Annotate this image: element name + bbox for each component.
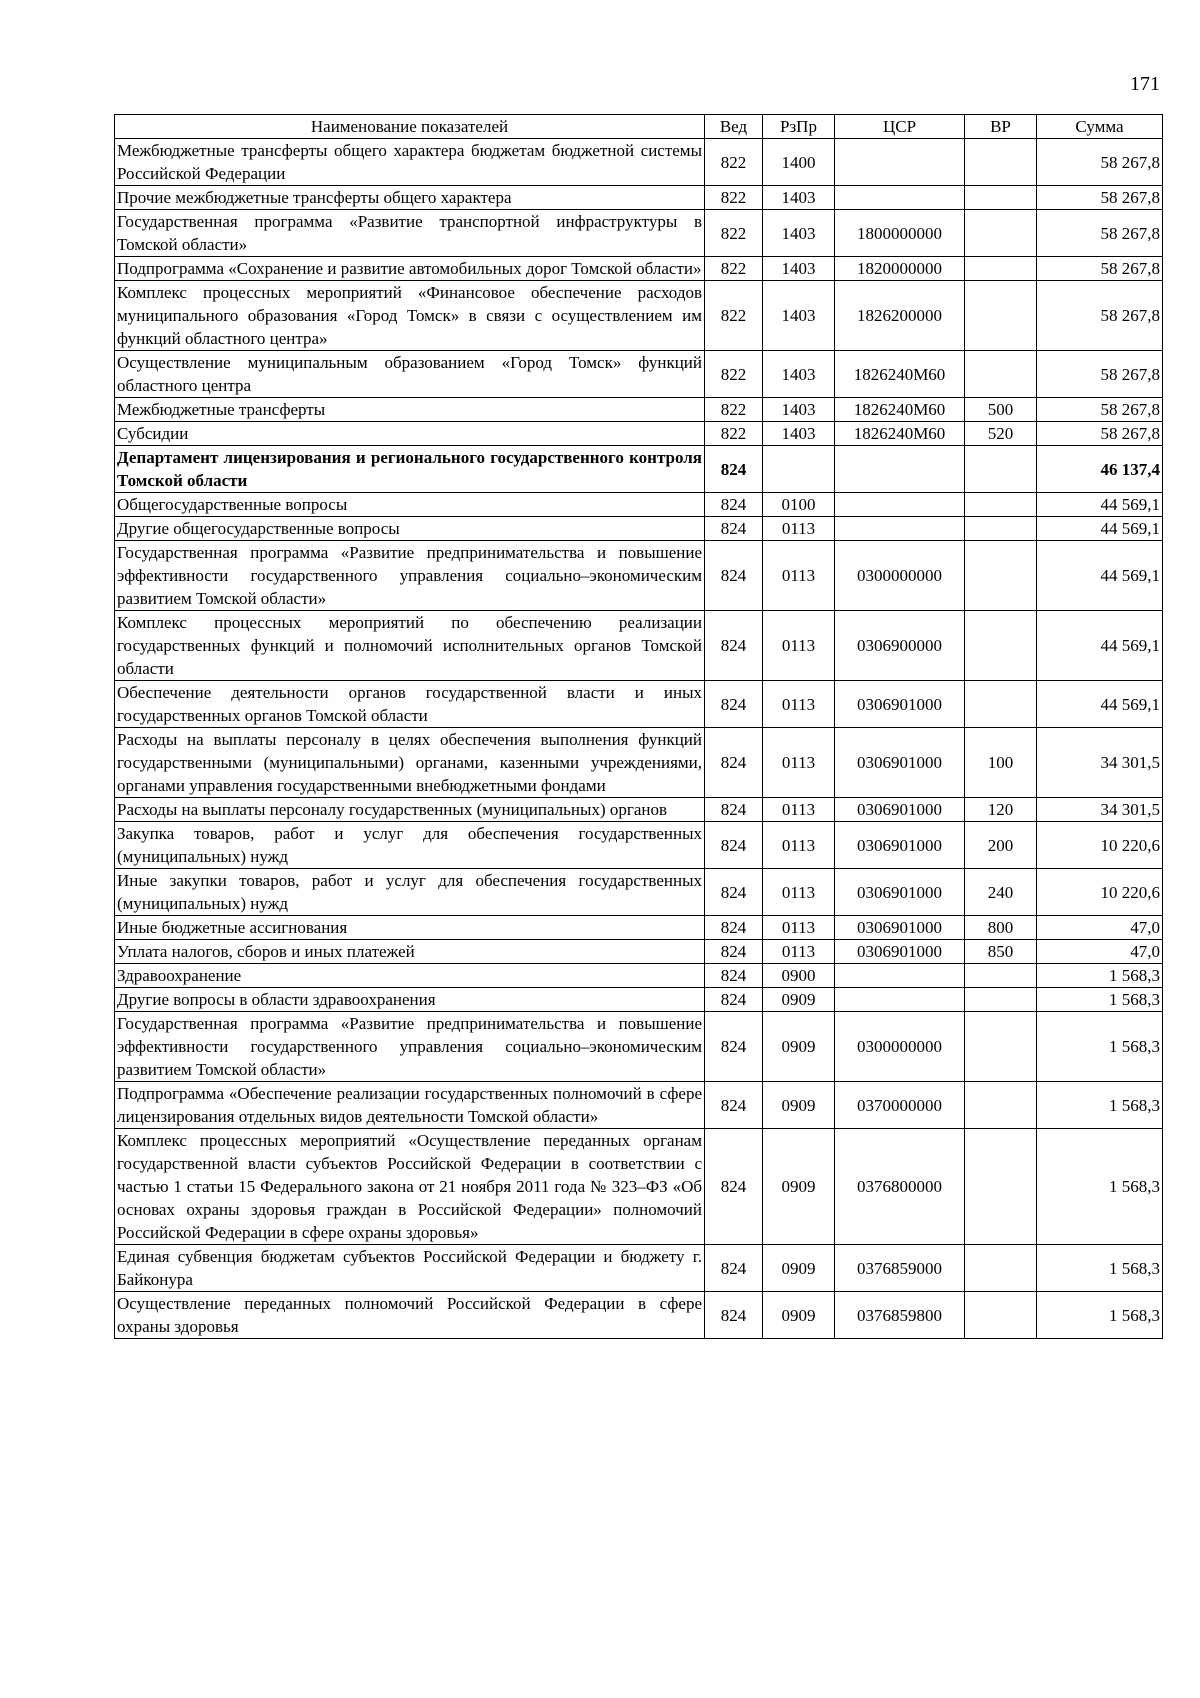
row-sum: 44 569,1: [1037, 611, 1163, 681]
row-name: Расходы на выплаты персоналу в целях обеспечения выполнения функций государственными (муниципальными) органами, казенными учреждениями, органами управления государственными внебюджетными фондами: [115, 728, 705, 798]
row-vr: [965, 186, 1037, 210]
table-row: [115, 1292, 1163, 1339]
row-ved: 824: [705, 493, 763, 517]
row-ved: 824: [705, 541, 763, 611]
table-row: [115, 398, 1163, 422]
row-rzpr: 1403: [763, 210, 835, 257]
row-name: Комплекс процессных мероприятий «Финансовое обеспечение расходов муниципального образования «Город Томск» в связи с осуществлением им функций областного центра»: [115, 281, 705, 351]
row-sum: 46 137,4: [1037, 446, 1163, 493]
row-vr: [965, 988, 1037, 1012]
row-ved: 824: [705, 869, 763, 916]
row-sum: 1 568,3: [1037, 988, 1163, 1012]
row-sum: 44 569,1: [1037, 681, 1163, 728]
row-csr: 1826240M60: [835, 398, 965, 422]
row-ved: 824: [705, 964, 763, 988]
table-row: [115, 517, 1163, 541]
row-rzpr: 0113: [763, 822, 835, 869]
row-sum: 1 568,3: [1037, 1292, 1163, 1339]
row-csr: 0376800000: [835, 1129, 965, 1245]
row-csr: 0306901000: [835, 728, 965, 798]
row-name: Комплекс процессных мероприятий по обеспечению реализации государственных функций и полномочий исполнительных органов Томской области: [115, 611, 705, 681]
row-sum: 1 568,3: [1037, 1245, 1163, 1292]
row-ved: 824: [705, 517, 763, 541]
row-rzpr: 1403: [763, 351, 835, 398]
row-sum: 58 267,8: [1037, 210, 1163, 257]
row-vr: [965, 1082, 1037, 1129]
row-ved: 822: [705, 281, 763, 351]
row-csr: 0306901000: [835, 916, 965, 940]
row-name: Расходы на выплаты персоналу государственных (муниципальных) органов: [115, 798, 705, 822]
row-vr: 500: [965, 398, 1037, 422]
row-rzpr: 0909: [763, 1129, 835, 1245]
row-csr: 0376859000: [835, 1245, 965, 1292]
table-row: [115, 940, 1163, 964]
row-csr: 0306900000: [835, 611, 965, 681]
row-name: Комплекс процессных мероприятий «Осуществление переданных органам государственной власти субъектов Российской Федерации в соответствии с частью 1 статьи 15 Федерального закона от 21 ноября 2011 года № 323–ФЗ «Об основах охраны здоровья граждан в Российской Федерации» полномочий Российской Федерации в сфере охраны здоровья»: [115, 1129, 705, 1245]
row-csr: 0376859800: [835, 1292, 965, 1339]
table-row: [115, 611, 1163, 681]
table-row: [115, 1245, 1163, 1292]
row-name: Прочие межбюджетные трансферты общего характера: [115, 186, 705, 210]
header-name: Наименование показателей: [115, 115, 705, 139]
table-row: [115, 798, 1163, 822]
table-row: [115, 281, 1163, 351]
header-csr: ЦСР: [835, 115, 965, 139]
row-ved: 824: [705, 822, 763, 869]
row-rzpr: 1403: [763, 398, 835, 422]
table-row: [115, 257, 1163, 281]
row-vr: [965, 1245, 1037, 1292]
row-sum: 34 301,5: [1037, 728, 1163, 798]
row-csr: [835, 517, 965, 541]
row-rzpr: 1403: [763, 281, 835, 351]
row-ved: 824: [705, 798, 763, 822]
row-vr: [965, 139, 1037, 186]
row-sum: 58 267,8: [1037, 257, 1163, 281]
row-csr: 0306901000: [835, 869, 965, 916]
row-name: Иные закупки товаров, работ и услуг для обеспечения государственных (муниципальных) нужд: [115, 869, 705, 916]
row-name: Обеспечение деятельности органов государственной власти и иных государственных органов Томской области: [115, 681, 705, 728]
table-row-department: [115, 446, 1163, 493]
row-vr: 120: [965, 798, 1037, 822]
row-rzpr: 0113: [763, 869, 835, 916]
row-name: Осуществление муниципальным образованием «Город Томск» функций областного центра: [115, 351, 705, 398]
row-vr: [965, 351, 1037, 398]
row-rzpr: 0909: [763, 1245, 835, 1292]
row-rzpr: 0113: [763, 940, 835, 964]
row-rzpr: 0113: [763, 541, 835, 611]
row-name: Межбюджетные трансферты общего характера бюджетам бюджетной системы Российской Федерации: [115, 139, 705, 186]
row-vr: [965, 281, 1037, 351]
table-row: [115, 422, 1163, 446]
row-vr: [965, 210, 1037, 257]
table-row: [115, 1012, 1163, 1082]
table-row: [115, 493, 1163, 517]
row-name: Общегосударственные вопросы: [115, 493, 705, 517]
header-vr: ВР: [965, 115, 1037, 139]
row-vr: [965, 681, 1037, 728]
table-header-row: [115, 115, 1163, 139]
row-sum: 47,0: [1037, 916, 1163, 940]
row-ved: 822: [705, 210, 763, 257]
row-ved: 824: [705, 1129, 763, 1245]
page-number: 171: [1130, 73, 1160, 95]
row-sum: 58 267,8: [1037, 422, 1163, 446]
row-name: Подпрограмма «Сохранение и развитие автомобильных дорог Томской области»: [115, 257, 705, 281]
row-rzpr: 0113: [763, 798, 835, 822]
row-csr: 1820000000: [835, 257, 965, 281]
row-csr: 0306901000: [835, 681, 965, 728]
table-row: [115, 822, 1163, 869]
row-vr: 800: [965, 916, 1037, 940]
row-sum: 47,0: [1037, 940, 1163, 964]
row-rzpr: [763, 446, 835, 493]
table-row: [115, 541, 1163, 611]
row-vr: [965, 541, 1037, 611]
row-vr: [965, 1129, 1037, 1245]
row-sum: 44 569,1: [1037, 517, 1163, 541]
row-name: Департамент лицензирования и регионального государственного контроля Томской области: [115, 446, 705, 493]
row-vr: 100: [965, 728, 1037, 798]
row-rzpr: 1403: [763, 257, 835, 281]
row-ved: 824: [705, 1082, 763, 1129]
row-name: Иные бюджетные ассигнования: [115, 916, 705, 940]
row-rzpr: 0113: [763, 728, 835, 798]
row-sum: 1 568,3: [1037, 964, 1163, 988]
header-rzpr: РзПр: [763, 115, 835, 139]
row-sum: 10 220,6: [1037, 822, 1163, 869]
row-name: Государственная программа «Развитие предпринимательства и повышение эффективности государственного управления социально–экономическим развитием Томской области»: [115, 541, 705, 611]
row-name: Другие общегосударственные вопросы: [115, 517, 705, 541]
row-csr: [835, 446, 965, 493]
row-csr: 0300000000: [835, 541, 965, 611]
row-vr: 200: [965, 822, 1037, 869]
row-name: Здравоохранение: [115, 964, 705, 988]
row-csr: 1826240M60: [835, 351, 965, 398]
row-sum: 58 267,8: [1037, 351, 1163, 398]
row-ved: 824: [705, 1012, 763, 1082]
row-ved: 824: [705, 940, 763, 964]
row-vr: [965, 517, 1037, 541]
row-sum: 44 569,1: [1037, 493, 1163, 517]
row-rzpr: 0900: [763, 964, 835, 988]
row-csr: 1800000000: [835, 210, 965, 257]
row-csr: [835, 964, 965, 988]
row-name: Подпрограмма «Обеспечение реализации государственных полномочий в сфере лицензирования отдельных видов деятельности Томской области»: [115, 1082, 705, 1129]
row-rzpr: 0909: [763, 1292, 835, 1339]
row-rzpr: 0100: [763, 493, 835, 517]
row-ved: 824: [705, 728, 763, 798]
row-ved: 822: [705, 351, 763, 398]
row-name: Субсидии: [115, 422, 705, 446]
table-row: [115, 210, 1163, 257]
row-name: Закупка товаров, работ и услуг для обеспечения государственных (муниципальных) нужд: [115, 822, 705, 869]
row-ved: 824: [705, 988, 763, 1012]
row-ved: 824: [705, 1245, 763, 1292]
row-ved: 824: [705, 611, 763, 681]
table-row: [115, 1129, 1163, 1245]
row-csr: 0306901000: [835, 798, 965, 822]
row-name: Государственная программа «Развитие транспортной инфраструктуры в Томской области»: [115, 210, 705, 257]
row-csr: 0300000000: [835, 1012, 965, 1082]
row-sum: 10 220,6: [1037, 869, 1163, 916]
table-row: [115, 186, 1163, 210]
row-rzpr: 1403: [763, 422, 835, 446]
row-csr: [835, 186, 965, 210]
row-vr: [965, 257, 1037, 281]
row-sum: 34 301,5: [1037, 798, 1163, 822]
row-csr: [835, 988, 965, 1012]
row-csr: [835, 139, 965, 186]
row-csr: 0306901000: [835, 940, 965, 964]
row-ved: 822: [705, 398, 763, 422]
table-row: [115, 351, 1163, 398]
row-sum: 58 267,8: [1037, 186, 1163, 210]
row-rzpr: 0909: [763, 1082, 835, 1129]
budget-table: [114, 114, 1163, 1339]
row-rzpr: 1400: [763, 139, 835, 186]
header-sum: Сумма: [1037, 115, 1163, 139]
table-row: [115, 988, 1163, 1012]
row-ved: 824: [705, 916, 763, 940]
table-row: [115, 681, 1163, 728]
row-name: Государственная программа «Развитие предпринимательства и повышение эффективности государственного управления социально–экономическим развитием Томской области»: [115, 1012, 705, 1082]
row-vr: [965, 446, 1037, 493]
row-name: Уплата налогов, сборов и иных платежей: [115, 940, 705, 964]
row-rzpr: 1403: [763, 186, 835, 210]
row-csr: [835, 493, 965, 517]
row-sum: 1 568,3: [1037, 1129, 1163, 1245]
row-vr: 240: [965, 869, 1037, 916]
row-rzpr: 0113: [763, 681, 835, 728]
table-row: [115, 916, 1163, 940]
row-sum: 58 267,8: [1037, 398, 1163, 422]
row-sum: 58 267,8: [1037, 281, 1163, 351]
row-csr: 0306901000: [835, 822, 965, 869]
row-csr: 1826200000: [835, 281, 965, 351]
row-name: Межбюджетные трансферты: [115, 398, 705, 422]
row-vr: [965, 964, 1037, 988]
row-ved: 822: [705, 257, 763, 281]
row-sum: 1 568,3: [1037, 1012, 1163, 1082]
row-vr: [965, 1012, 1037, 1082]
row-name: Осуществление переданных полномочий Российской Федерации в сфере охраны здоровья: [115, 1292, 705, 1339]
table-row: [115, 1082, 1163, 1129]
row-sum: 58 267,8: [1037, 139, 1163, 186]
row-ved: 822: [705, 139, 763, 186]
row-vr: [965, 611, 1037, 681]
row-csr: 0370000000: [835, 1082, 965, 1129]
row-ved: 824: [705, 681, 763, 728]
row-ved: 822: [705, 186, 763, 210]
row-vr: 850: [965, 940, 1037, 964]
row-ved: 824: [705, 446, 763, 493]
row-vr: [965, 1292, 1037, 1339]
row-vr: [965, 493, 1037, 517]
table-row: [115, 139, 1163, 186]
row-sum: 1 568,3: [1037, 1082, 1163, 1129]
table-row: [115, 869, 1163, 916]
table-row: [115, 964, 1163, 988]
row-name: Другие вопросы в области здравоохранения: [115, 988, 705, 1012]
row-rzpr: 0113: [763, 611, 835, 681]
row-ved: 822: [705, 422, 763, 446]
header-ved: Вед: [705, 115, 763, 139]
row-rzpr: 0113: [763, 916, 835, 940]
table-row: [115, 728, 1163, 798]
row-rzpr: 0113: [763, 517, 835, 541]
row-ved: 824: [705, 1292, 763, 1339]
row-rzpr: 0909: [763, 1012, 835, 1082]
row-rzpr: 0909: [763, 988, 835, 1012]
row-name: Единая субвенция бюджетам субъектов Российской Федерации и бюджету г. Байконура: [115, 1245, 705, 1292]
row-sum: 44 569,1: [1037, 541, 1163, 611]
row-csr: 1826240M60: [835, 422, 965, 446]
row-vr: 520: [965, 422, 1037, 446]
